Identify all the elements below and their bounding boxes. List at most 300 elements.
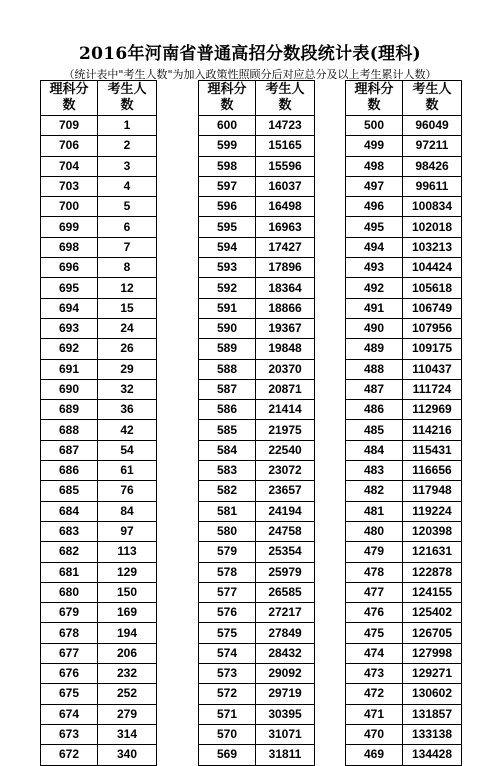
score-cell: 493 [346, 258, 403, 278]
table-row [41, 116, 157, 136]
score-cell: 709 [41, 116, 98, 136]
score-cell: 595 [199, 217, 256, 237]
count-cell: 129 [98, 562, 157, 582]
table-row [41, 217, 157, 237]
count-cell: 115431 [403, 440, 462, 460]
table-note: （统计表中"考生人数"为加入政策性照顾分后对应总分及以上考生累计人数） [63, 68, 437, 79]
score-cell: 489 [346, 339, 403, 359]
table-row [41, 176, 157, 196]
count-cell: 100834 [403, 197, 462, 217]
count-cell: 97 [98, 521, 157, 541]
score-cell: 499 [346, 136, 403, 156]
table-row [199, 176, 315, 196]
table-row [346, 298, 462, 318]
count-cell: 117948 [403, 481, 462, 501]
table-row [346, 542, 462, 562]
count-cell: 129271 [403, 664, 462, 684]
count-cell: 76 [98, 481, 157, 501]
table-row [199, 400, 315, 420]
table-row [41, 197, 157, 217]
score-cell: 570 [199, 724, 256, 744]
score-cell: 703 [41, 176, 98, 196]
table-row [41, 136, 157, 156]
table-row [346, 318, 462, 338]
count-cell: 24 [98, 318, 157, 338]
table-row [41, 664, 157, 684]
table-row [346, 116, 462, 136]
table-row [199, 298, 315, 318]
count-cell: 24194 [256, 501, 315, 521]
score-cell: 475 [346, 623, 403, 643]
count-cell: 21975 [256, 420, 315, 440]
table-row [199, 278, 315, 298]
count-cell: 113 [98, 542, 157, 562]
table-row [41, 339, 157, 359]
count-cell: 121631 [403, 542, 462, 562]
score-cell: 491 [346, 298, 403, 318]
score-table-block-1 [40, 80, 157, 766]
table-row [346, 359, 462, 379]
score-cell: 683 [41, 521, 98, 541]
table-row [41, 156, 157, 176]
score-cell: 571 [199, 704, 256, 724]
score-cell: 594 [199, 237, 256, 257]
count-cell: 20871 [256, 379, 315, 399]
table-row [346, 684, 462, 704]
score-cell: 704 [41, 156, 98, 176]
score-cell: 580 [199, 521, 256, 541]
table-row [41, 278, 157, 298]
column-header-line: 数 [120, 98, 134, 113]
column-header-count [403, 81, 462, 116]
table-row [346, 461, 462, 481]
score-cell: 572 [199, 684, 256, 704]
score-cell: 685 [41, 481, 98, 501]
table-row [41, 745, 157, 765]
count-cell: 27217 [256, 603, 315, 623]
score-cell: 591 [199, 298, 256, 318]
count-cell: 102018 [403, 217, 462, 237]
count-cell: 106749 [403, 298, 462, 318]
count-cell: 6 [98, 217, 157, 237]
score-cell: 485 [346, 420, 403, 440]
column-header-line: 考生人 [107, 82, 147, 97]
table-row [346, 136, 462, 156]
count-cell: 3 [98, 156, 157, 176]
column-header-count [256, 81, 315, 116]
score-cell: 500 [346, 116, 403, 136]
score-cell: 482 [346, 481, 403, 501]
document-title: 2016年河南省普通高招分数段统计表(理科) [78, 44, 421, 64]
count-cell: 24758 [256, 521, 315, 541]
score-cell: 600 [199, 116, 256, 136]
table-row [41, 420, 157, 440]
table-row [199, 481, 315, 501]
score-cell: 679 [41, 603, 98, 623]
score-cell: 578 [199, 562, 256, 582]
score-cell: 496 [346, 197, 403, 217]
score-cell: 490 [346, 318, 403, 338]
score-cell: 586 [199, 400, 256, 420]
score-cell: 483 [346, 461, 403, 481]
score-cell: 693 [41, 318, 98, 338]
table-row [199, 379, 315, 399]
count-cell: 15165 [256, 136, 315, 156]
score-cell: 576 [199, 603, 256, 623]
table-row [346, 440, 462, 460]
count-cell: 124155 [403, 582, 462, 602]
count-cell: 125402 [403, 603, 462, 623]
score-cell: 706 [41, 136, 98, 156]
count-cell: 114216 [403, 420, 462, 440]
table-row [41, 440, 157, 460]
count-cell: 134428 [403, 745, 462, 765]
count-cell: 25354 [256, 542, 315, 562]
score-cell: 583 [199, 461, 256, 481]
table-row [41, 501, 157, 521]
count-cell: 54 [98, 440, 157, 460]
table-row [41, 481, 157, 501]
table-row [199, 745, 315, 765]
score-cell: 587 [199, 379, 256, 399]
count-cell: 103213 [403, 237, 462, 257]
count-cell: 98426 [403, 156, 462, 176]
score-cell: 494 [346, 237, 403, 257]
count-cell: 17896 [256, 258, 315, 278]
score-cell: 476 [346, 603, 403, 623]
count-cell: 17427 [256, 237, 315, 257]
score-cell: 584 [199, 440, 256, 460]
count-cell: 126705 [403, 623, 462, 643]
count-cell: 116656 [403, 461, 462, 481]
score-cell: 692 [41, 339, 98, 359]
score-cell: 478 [346, 562, 403, 582]
header-row [346, 81, 462, 116]
table-row [346, 278, 462, 298]
count-cell: 119224 [403, 501, 462, 521]
count-cell: 16498 [256, 197, 315, 217]
score-cell: 694 [41, 298, 98, 318]
column-header-line: 数 [367, 98, 381, 113]
score-table-block-2 [198, 80, 315, 766]
score-cell: 700 [41, 197, 98, 217]
count-cell: 2 [98, 136, 157, 156]
count-cell: 31811 [256, 745, 315, 765]
table-row [346, 724, 462, 744]
score-cell: 569 [199, 745, 256, 765]
count-cell: 29092 [256, 664, 315, 684]
score-cell: 592 [199, 278, 256, 298]
table-row [199, 461, 315, 481]
table-row [346, 643, 462, 663]
score-cell: 699 [41, 217, 98, 237]
score-cell: 473 [346, 664, 403, 684]
table-row [199, 116, 315, 136]
table-row [346, 745, 462, 765]
score-cell: 675 [41, 684, 98, 704]
score-cell: 487 [346, 379, 403, 399]
score-cell: 486 [346, 400, 403, 420]
header-row [199, 81, 315, 116]
table-row [199, 542, 315, 562]
column-header-line: 数 [425, 98, 439, 113]
count-cell: 111724 [403, 379, 462, 399]
score-cell: 593 [199, 258, 256, 278]
column-header-score [41, 81, 98, 116]
score-cell: 696 [41, 258, 98, 278]
count-cell: 133138 [403, 724, 462, 744]
count-cell: 206 [98, 643, 157, 663]
score-cell: 682 [41, 542, 98, 562]
table-row [41, 603, 157, 623]
column-header-score [346, 81, 403, 116]
score-cell: 589 [199, 339, 256, 359]
score-cell: 470 [346, 724, 403, 744]
score-cell: 588 [199, 359, 256, 379]
count-cell: 20370 [256, 359, 315, 379]
score-cell: 687 [41, 440, 98, 460]
score-cell: 678 [41, 623, 98, 643]
table-row [346, 562, 462, 582]
score-cell: 497 [346, 176, 403, 196]
score-cell: 674 [41, 704, 98, 724]
count-cell: 29 [98, 359, 157, 379]
score-cell: 672 [41, 745, 98, 765]
table-row [346, 664, 462, 684]
table-row [41, 461, 157, 481]
table-row [346, 176, 462, 196]
table-row [346, 379, 462, 399]
score-cell: 581 [199, 501, 256, 521]
count-cell: 340 [98, 745, 157, 765]
count-cell: 18866 [256, 298, 315, 318]
table-row [199, 501, 315, 521]
score-cell: 579 [199, 542, 256, 562]
count-cell: 16963 [256, 217, 315, 237]
table-row [41, 359, 157, 379]
table-row [346, 521, 462, 541]
table-row [199, 237, 315, 257]
table-row [199, 623, 315, 643]
score-cell: 472 [346, 684, 403, 704]
count-cell: 15 [98, 298, 157, 318]
table-row [199, 258, 315, 278]
count-cell: 12 [98, 278, 157, 298]
table-row [199, 420, 315, 440]
score-cell: 684 [41, 501, 98, 521]
table-row [346, 156, 462, 176]
table-row [346, 420, 462, 440]
table-row [199, 684, 315, 704]
table-row [41, 623, 157, 643]
column-header-line: 理科分 [49, 82, 89, 97]
column-header-line: 考生人 [412, 82, 452, 97]
count-cell: 279 [98, 704, 157, 724]
table-row [199, 339, 315, 359]
table-row [346, 400, 462, 420]
score-cell: 469 [346, 745, 403, 765]
column-header-line: 考生人 [265, 82, 305, 97]
count-cell: 27849 [256, 623, 315, 643]
table-row [199, 217, 315, 237]
score-cell: 680 [41, 582, 98, 602]
table-row [41, 684, 157, 704]
table-row [199, 562, 315, 582]
count-cell: 21414 [256, 400, 315, 420]
header-row [41, 81, 157, 116]
count-cell: 15596 [256, 156, 315, 176]
table-row [41, 582, 157, 602]
table-row [41, 258, 157, 278]
count-cell: 8 [98, 258, 157, 278]
score-cell: 573 [199, 664, 256, 684]
count-cell: 16037 [256, 176, 315, 196]
count-cell: 22540 [256, 440, 315, 460]
table-row [346, 339, 462, 359]
table-row [346, 481, 462, 501]
count-cell: 30395 [256, 704, 315, 724]
count-cell: 127998 [403, 643, 462, 663]
table-row [199, 521, 315, 541]
table-row [199, 156, 315, 176]
column-header-line: 理科分 [207, 82, 247, 97]
column-header-score [199, 81, 256, 116]
count-cell: 36 [98, 400, 157, 420]
table-row [41, 400, 157, 420]
score-cell: 597 [199, 176, 256, 196]
count-cell: 1 [98, 116, 157, 136]
count-cell: 194 [98, 623, 157, 643]
count-cell: 110437 [403, 359, 462, 379]
table-row [199, 582, 315, 602]
table-row [346, 237, 462, 257]
score-cell: 577 [199, 582, 256, 602]
score-cell: 690 [41, 379, 98, 399]
score-cell: 582 [199, 481, 256, 501]
count-cell: 109175 [403, 339, 462, 359]
table-row [199, 440, 315, 460]
count-cell: 104424 [403, 258, 462, 278]
score-cell: 575 [199, 623, 256, 643]
score-cell: 598 [199, 156, 256, 176]
table-row [41, 298, 157, 318]
count-cell: 23657 [256, 481, 315, 501]
table-row [41, 237, 157, 257]
score-cell: 599 [199, 136, 256, 156]
score-cell: 484 [346, 440, 403, 460]
count-cell: 29719 [256, 684, 315, 704]
column-header-count [98, 81, 157, 116]
count-cell: 32 [98, 379, 157, 399]
count-cell: 18364 [256, 278, 315, 298]
table-row [199, 643, 315, 663]
count-cell: 23072 [256, 461, 315, 481]
table-row [346, 197, 462, 217]
count-cell: 120398 [403, 521, 462, 541]
score-cell: 698 [41, 237, 98, 257]
count-cell: 105618 [403, 278, 462, 298]
column-header-line: 数 [278, 98, 292, 113]
count-cell: 314 [98, 724, 157, 744]
table-row [346, 603, 462, 623]
table-row [199, 197, 315, 217]
table-row [199, 704, 315, 724]
count-cell: 26 [98, 339, 157, 359]
score-cell: 480 [346, 521, 403, 541]
score-cell: 474 [346, 643, 403, 663]
score-cell: 479 [346, 542, 403, 562]
count-cell: 252 [98, 684, 157, 704]
score-cell: 477 [346, 582, 403, 602]
count-cell: 42 [98, 420, 157, 440]
count-cell: 112969 [403, 400, 462, 420]
count-cell: 150 [98, 582, 157, 602]
table-row [41, 562, 157, 582]
score-cell: 471 [346, 704, 403, 724]
score-cell: 488 [346, 359, 403, 379]
table-row [199, 603, 315, 623]
score-cell: 689 [41, 400, 98, 420]
count-cell: 4 [98, 176, 157, 196]
count-cell: 61 [98, 461, 157, 481]
table-row [199, 664, 315, 684]
score-cell: 681 [41, 562, 98, 582]
table-row [346, 623, 462, 643]
table-row [346, 217, 462, 237]
count-cell: 14723 [256, 116, 315, 136]
count-cell: 130602 [403, 684, 462, 704]
table-row [41, 704, 157, 724]
table-row [346, 258, 462, 278]
table-row [41, 318, 157, 338]
table-row [41, 724, 157, 744]
table-row [41, 542, 157, 562]
count-cell: 19848 [256, 339, 315, 359]
count-cell: 169 [98, 603, 157, 623]
count-cell: 131857 [403, 704, 462, 724]
score-cell: 676 [41, 664, 98, 684]
table-row [346, 704, 462, 724]
count-cell: 25979 [256, 562, 315, 582]
score-cell: 590 [199, 318, 256, 338]
count-cell: 96049 [403, 116, 462, 136]
count-cell: 232 [98, 664, 157, 684]
table-row [199, 724, 315, 744]
score-cell: 481 [346, 501, 403, 521]
table-row [41, 521, 157, 541]
score-cell: 492 [346, 278, 403, 298]
score-cell: 673 [41, 724, 98, 744]
table-row [41, 379, 157, 399]
score-cell: 498 [346, 156, 403, 176]
score-cell: 691 [41, 359, 98, 379]
table-row [199, 359, 315, 379]
count-cell: 122878 [403, 562, 462, 582]
column-header-line: 数 [62, 98, 76, 113]
score-cell: 596 [199, 197, 256, 217]
count-cell: 26585 [256, 582, 315, 602]
count-cell: 84 [98, 501, 157, 521]
count-cell: 97211 [403, 136, 462, 156]
score-cell: 695 [41, 278, 98, 298]
count-cell: 5 [98, 197, 157, 217]
count-cell: 7 [98, 237, 157, 257]
count-cell: 107956 [403, 318, 462, 338]
table-row [346, 582, 462, 602]
table-row [346, 501, 462, 521]
count-cell: 28432 [256, 643, 315, 663]
count-cell: 19367 [256, 318, 315, 338]
